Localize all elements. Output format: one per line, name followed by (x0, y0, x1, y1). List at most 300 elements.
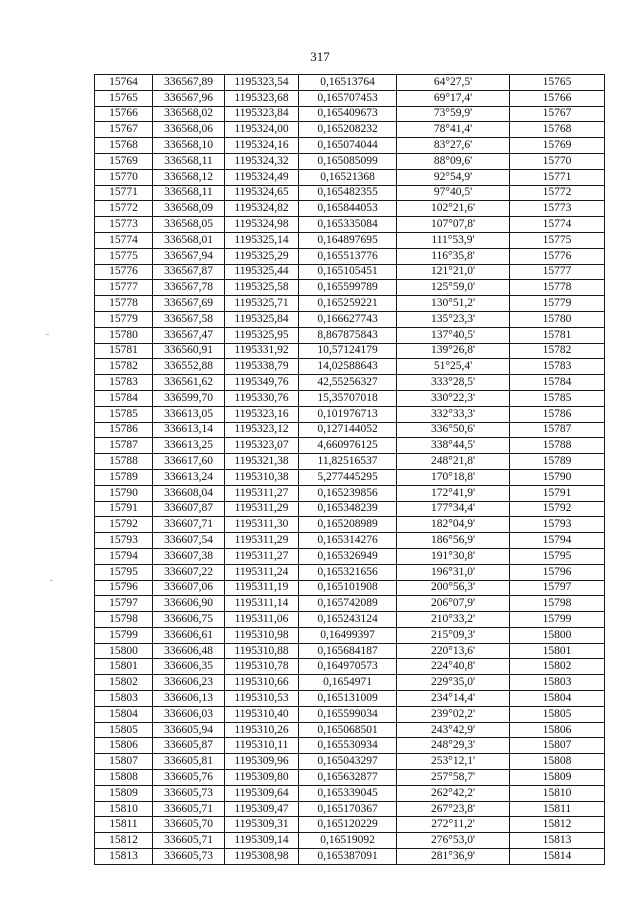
table-row (95, 675, 605, 691)
next-point-cell: 15771 (510, 169, 605, 185)
next-point-cell: 15775 (510, 232, 605, 248)
table-row (95, 248, 605, 264)
next-point-cell: 15787 (510, 422, 605, 438)
x-coordinate-cell: 336613,25 (153, 438, 225, 454)
distance-cell: 5,277445295 (299, 469, 397, 485)
point-number-cell: 15805 (95, 722, 153, 738)
y-coordinate-cell: 1195325,95 (225, 327, 299, 343)
x-coordinate-cell: 336567,87 (153, 264, 225, 280)
bearing-cell: 102°21,6' (397, 201, 510, 217)
y-coordinate-cell: 1195310,40 (225, 706, 299, 722)
y-coordinate-cell: 1195325,44 (225, 264, 299, 280)
next-point-cell: 15799 (510, 612, 605, 628)
bearing-cell: 78°41,4' (397, 122, 510, 138)
distance-cell: 42,55256327 (299, 375, 397, 391)
distance-cell: 0,165131009 (299, 691, 397, 707)
x-coordinate-cell: 336568,11 (153, 153, 225, 169)
point-number-cell: 15807 (95, 754, 153, 770)
distance-cell: 0,165599789 (299, 280, 397, 296)
table-row (95, 390, 605, 406)
table-row (95, 169, 605, 185)
y-coordinate-cell: 1195324,82 (225, 201, 299, 217)
next-point-cell: 15794 (510, 533, 605, 549)
bearing-cell: 330°22,3' (397, 390, 510, 406)
point-number-cell: 15803 (95, 691, 153, 707)
point-number-cell: 15785 (95, 406, 153, 422)
next-point-cell: 15772 (510, 185, 605, 201)
distance-cell: 0,165387091 (299, 849, 397, 865)
bearing-cell: 107°07,8' (397, 217, 510, 233)
bearing-cell: 210°33,2' (397, 612, 510, 628)
point-number-cell: 15777 (95, 280, 153, 296)
distance-cell: 0,165101908 (299, 580, 397, 596)
distance-cell: 0,165068501 (299, 722, 397, 738)
y-coordinate-cell: 1195349,76 (225, 375, 299, 391)
distance-cell: 11,82516537 (299, 454, 397, 470)
distance-cell: 0,165259221 (299, 296, 397, 312)
y-coordinate-cell: 1195331,92 (225, 343, 299, 359)
point-number-cell: 15790 (95, 485, 153, 501)
next-point-cell: 15796 (510, 564, 605, 580)
table-row (95, 785, 605, 801)
point-number-cell: 15810 (95, 801, 153, 817)
bearing-cell: 281°36,9' (397, 849, 510, 865)
bearing-cell: 125°59,0' (397, 280, 510, 296)
point-number-cell: 15801 (95, 659, 153, 675)
table-row (95, 438, 605, 454)
next-point-cell: 15789 (510, 454, 605, 470)
point-number-cell: 15799 (95, 627, 153, 643)
next-point-cell: 15765 (510, 75, 605, 91)
bearing-cell: 177°34,4' (397, 501, 510, 517)
point-number-cell: 15771 (95, 185, 153, 201)
table-row (95, 517, 605, 533)
bearing-cell: 229°35,0' (397, 675, 510, 691)
distance-cell: 0,165599034 (299, 706, 397, 722)
bearing-cell: 191°30,8' (397, 548, 510, 564)
point-number-cell: 15800 (95, 643, 153, 659)
point-number-cell: 15770 (95, 169, 153, 185)
y-coordinate-cell: 1195309,80 (225, 770, 299, 786)
x-coordinate-cell: 336599,70 (153, 390, 225, 406)
bearing-cell: 276°53,0' (397, 833, 510, 849)
y-coordinate-cell: 1195311,19 (225, 580, 299, 596)
table-row (95, 106, 605, 122)
table-row (95, 501, 605, 517)
bearing-cell: 224°40,8' (397, 659, 510, 675)
y-coordinate-cell: 1195324,00 (225, 122, 299, 138)
table-row (95, 596, 605, 612)
x-coordinate-cell: 336605,73 (153, 849, 225, 865)
x-coordinate-cell: 336605,70 (153, 817, 225, 833)
table-row (95, 454, 605, 470)
point-number-cell: 15802 (95, 675, 153, 691)
distance-cell: 8,867875843 (299, 327, 397, 343)
distance-cell: 0,164970573 (299, 659, 397, 675)
bearing-cell: 338°44,5' (397, 438, 510, 454)
next-point-cell: 15801 (510, 643, 605, 659)
x-coordinate-cell: 336568,06 (153, 122, 225, 138)
scan-artifact (46, 334, 49, 335)
x-coordinate-cell: 336608,04 (153, 485, 225, 501)
point-number-cell: 15795 (95, 564, 153, 580)
distance-cell: 0,165208232 (299, 122, 397, 138)
distance-cell: 4,660976125 (299, 438, 397, 454)
distance-cell: 0,165742089 (299, 596, 397, 612)
distance-cell: 0,165314276 (299, 533, 397, 549)
x-coordinate-cell: 336567,47 (153, 327, 225, 343)
y-coordinate-cell: 1195324,98 (225, 217, 299, 233)
bearing-cell: 116°35,8' (397, 248, 510, 264)
distance-cell: 0,164897695 (299, 232, 397, 248)
bearing-cell: 257°58,7' (397, 770, 510, 786)
table-row (95, 817, 605, 833)
table-row (95, 548, 605, 564)
point-number-cell: 15772 (95, 201, 153, 217)
next-point-cell: 15809 (510, 770, 605, 786)
y-coordinate-cell: 1195310,38 (225, 469, 299, 485)
next-point-cell: 15781 (510, 327, 605, 343)
table-row (95, 833, 605, 849)
x-coordinate-cell: 336605,76 (153, 770, 225, 786)
table-row (95, 185, 605, 201)
table-row (95, 264, 605, 280)
table-row (95, 801, 605, 817)
next-point-cell: 15791 (510, 485, 605, 501)
bearing-cell: 73°59,9' (397, 106, 510, 122)
next-point-cell: 15807 (510, 738, 605, 754)
x-coordinate-cell: 336607,38 (153, 548, 225, 564)
x-coordinate-cell: 336613,14 (153, 422, 225, 438)
next-point-cell: 15811 (510, 801, 605, 817)
x-coordinate-cell: 336606,13 (153, 691, 225, 707)
point-number-cell: 15765 (95, 90, 153, 106)
distance-cell: 0,165409673 (299, 106, 397, 122)
table-row (95, 659, 605, 675)
next-point-cell: 15780 (510, 311, 605, 327)
bearing-cell: 333°28,5' (397, 375, 510, 391)
x-coordinate-cell: 336606,35 (153, 659, 225, 675)
next-point-cell: 15766 (510, 90, 605, 106)
point-number-cell: 15793 (95, 533, 153, 549)
distance-cell: 0,101976713 (299, 406, 397, 422)
y-coordinate-cell: 1195323,54 (225, 75, 299, 91)
bearing-cell: 182°04,9' (397, 517, 510, 533)
scan-artifact (50, 580, 53, 581)
bearing-cell: 64°27,5' (397, 75, 510, 91)
next-point-cell: 15782 (510, 343, 605, 359)
next-point-cell: 15783 (510, 359, 605, 375)
table-row (95, 359, 605, 375)
x-coordinate-cell: 336567,58 (153, 311, 225, 327)
next-point-cell: 15795 (510, 548, 605, 564)
y-coordinate-cell: 1195324,16 (225, 138, 299, 154)
next-point-cell: 15788 (510, 438, 605, 454)
x-coordinate-cell: 336568,05 (153, 217, 225, 233)
next-point-cell: 15779 (510, 296, 605, 312)
table-row (95, 580, 605, 596)
x-coordinate-cell: 336606,23 (153, 675, 225, 691)
next-point-cell: 15813 (510, 833, 605, 849)
distance-cell: 10,57124179 (299, 343, 397, 359)
bearing-cell: 215°09,3' (397, 627, 510, 643)
distance-cell: 0,166627743 (299, 311, 397, 327)
bearing-cell: 172°41,9' (397, 485, 510, 501)
x-coordinate-cell: 336567,69 (153, 296, 225, 312)
table-row (95, 422, 605, 438)
point-number-cell: 15781 (95, 343, 153, 359)
distance-cell: 0,165335084 (299, 217, 397, 233)
table-row (95, 627, 605, 643)
next-point-cell: 15786 (510, 406, 605, 422)
distance-cell: 14,02588643 (299, 359, 397, 375)
distance-cell: 0,165684187 (299, 643, 397, 659)
distance-cell: 0,165348239 (299, 501, 397, 517)
point-number-cell: 15773 (95, 217, 153, 233)
x-coordinate-cell: 336613,24 (153, 469, 225, 485)
y-coordinate-cell: 1195309,96 (225, 754, 299, 770)
distance-cell: 0,16499397 (299, 627, 397, 643)
table-row (95, 754, 605, 770)
bearing-cell: 137°40,5' (397, 327, 510, 343)
distance-cell: 0,165530934 (299, 738, 397, 754)
y-coordinate-cell: 1195311,06 (225, 612, 299, 628)
table-row (95, 406, 605, 422)
point-number-cell: 15780 (95, 327, 153, 343)
distance-cell: 0,16519092 (299, 833, 397, 849)
point-number-cell: 15774 (95, 232, 153, 248)
table-row (95, 153, 605, 169)
y-coordinate-cell: 1195325,58 (225, 280, 299, 296)
distance-cell: 0,165120229 (299, 817, 397, 833)
next-point-cell: 15773 (510, 201, 605, 217)
distance-cell: 0,127144052 (299, 422, 397, 438)
x-coordinate-cell: 336606,61 (153, 627, 225, 643)
x-coordinate-cell: 336606,75 (153, 612, 225, 628)
distance-cell: 0,165239856 (299, 485, 397, 501)
y-coordinate-cell: 1195309,64 (225, 785, 299, 801)
x-coordinate-cell: 336613,05 (153, 406, 225, 422)
x-coordinate-cell: 336567,96 (153, 90, 225, 106)
table-row (95, 738, 605, 754)
y-coordinate-cell: 1195323,16 (225, 406, 299, 422)
y-coordinate-cell: 1195311,27 (225, 485, 299, 501)
x-coordinate-cell: 336606,90 (153, 596, 225, 612)
table-row (95, 327, 605, 343)
next-point-cell: 15769 (510, 138, 605, 154)
y-coordinate-cell: 1195309,47 (225, 801, 299, 817)
y-coordinate-cell: 1195311,30 (225, 517, 299, 533)
table-row (95, 469, 605, 485)
bearing-cell: 267°23,8' (397, 801, 510, 817)
point-number-cell: 15791 (95, 501, 153, 517)
bearing-cell: 111°53,9' (397, 232, 510, 248)
next-point-cell: 15774 (510, 217, 605, 233)
point-number-cell: 15779 (95, 311, 153, 327)
next-point-cell: 15805 (510, 706, 605, 722)
y-coordinate-cell: 1195310,11 (225, 738, 299, 754)
distance-cell: 0,165339045 (299, 785, 397, 801)
y-coordinate-cell: 1195323,68 (225, 90, 299, 106)
bearing-cell: 170°18,8' (397, 469, 510, 485)
point-number-cell: 15778 (95, 296, 153, 312)
table-row (95, 691, 605, 707)
point-number-cell: 15769 (95, 153, 153, 169)
point-number-cell: 15776 (95, 264, 153, 280)
distance-cell: 0,165170367 (299, 801, 397, 817)
x-coordinate-cell: 336607,22 (153, 564, 225, 580)
distance-cell: 0,165243124 (299, 612, 397, 628)
bearing-cell: 332°33,3' (397, 406, 510, 422)
distance-cell: 0,165074044 (299, 138, 397, 154)
bearing-cell: 88°09,6' (397, 153, 510, 169)
x-coordinate-cell: 336605,71 (153, 833, 225, 849)
bearing-cell: 83°27,6' (397, 138, 510, 154)
table-row (95, 296, 605, 312)
y-coordinate-cell: 1195323,84 (225, 106, 299, 122)
point-number-cell: 15797 (95, 596, 153, 612)
page-number: 317 (310, 49, 330, 64)
next-point-cell: 15812 (510, 817, 605, 833)
y-coordinate-cell: 1195325,84 (225, 311, 299, 327)
point-number-cell: 15775 (95, 248, 153, 264)
bearing-cell: 139°26,8' (397, 343, 510, 359)
y-coordinate-cell: 1195325,14 (225, 232, 299, 248)
y-coordinate-cell: 1195338,79 (225, 359, 299, 375)
y-coordinate-cell: 1195309,14 (225, 833, 299, 849)
distance-cell: 0,165482355 (299, 185, 397, 201)
y-coordinate-cell: 1195323,07 (225, 438, 299, 454)
table-row (95, 75, 605, 91)
point-number-cell: 15813 (95, 849, 153, 865)
distance-cell: 0,165632877 (299, 770, 397, 786)
x-coordinate-cell: 336605,87 (153, 738, 225, 754)
x-coordinate-cell: 336561,62 (153, 375, 225, 391)
next-point-cell: 15785 (510, 390, 605, 406)
x-coordinate-cell: 336605,81 (153, 754, 225, 770)
x-coordinate-cell: 336607,06 (153, 580, 225, 596)
y-coordinate-cell: 1195321,38 (225, 454, 299, 470)
point-number-cell: 15811 (95, 817, 153, 833)
point-number-cell: 15787 (95, 438, 153, 454)
point-number-cell: 15766 (95, 106, 153, 122)
distance-cell: 0,16513764 (299, 75, 397, 91)
table-row (95, 485, 605, 501)
table-row (95, 311, 605, 327)
table-row (95, 201, 605, 217)
next-point-cell: 15776 (510, 248, 605, 264)
next-point-cell: 15810 (510, 785, 605, 801)
bearing-cell: 336°50,6' (397, 422, 510, 438)
distance-cell: 0,165043297 (299, 754, 397, 770)
point-number-cell: 15806 (95, 738, 153, 754)
next-point-cell: 15793 (510, 517, 605, 533)
bearing-cell: 69°17,4' (397, 90, 510, 106)
table-row (95, 564, 605, 580)
point-number-cell: 15786 (95, 422, 153, 438)
bearing-cell: 220°13,6' (397, 643, 510, 659)
point-number-cell: 15794 (95, 548, 153, 564)
y-coordinate-cell: 1195311,29 (225, 533, 299, 549)
y-coordinate-cell: 1195310,98 (225, 627, 299, 643)
bearing-cell: 130°51,2' (397, 296, 510, 312)
bearing-cell: 272°11,2' (397, 817, 510, 833)
table-row (95, 706, 605, 722)
y-coordinate-cell: 1195308,98 (225, 849, 299, 865)
x-coordinate-cell: 336568,02 (153, 106, 225, 122)
distance-cell: 0,1654971 (299, 675, 397, 691)
table-row (95, 343, 605, 359)
point-number-cell: 15768 (95, 138, 153, 154)
next-point-cell: 15802 (510, 659, 605, 675)
distance-cell: 0,16521368 (299, 169, 397, 185)
x-coordinate-cell: 336605,94 (153, 722, 225, 738)
bearing-cell: 92°54,9' (397, 169, 510, 185)
distance-cell: 0,165513776 (299, 248, 397, 264)
table-row (95, 533, 605, 549)
bearing-cell: 239°02,2' (397, 706, 510, 722)
distance-cell: 0,165085099 (299, 153, 397, 169)
y-coordinate-cell: 1195311,14 (225, 596, 299, 612)
point-number-cell: 15796 (95, 580, 153, 596)
x-coordinate-cell: 336568,12 (153, 169, 225, 185)
x-coordinate-cell: 336552,88 (153, 359, 225, 375)
distance-cell: 0,165326949 (299, 548, 397, 564)
x-coordinate-cell: 336607,54 (153, 533, 225, 549)
y-coordinate-cell: 1195311,24 (225, 564, 299, 580)
table-row (95, 612, 605, 628)
point-number-cell: 15789 (95, 469, 153, 485)
next-point-cell: 15792 (510, 501, 605, 517)
bearing-cell: 262°42,2' (397, 785, 510, 801)
y-coordinate-cell: 1195325,29 (225, 248, 299, 264)
x-coordinate-cell: 336607,87 (153, 501, 225, 517)
next-point-cell: 15777 (510, 264, 605, 280)
x-coordinate-cell: 336567,89 (153, 75, 225, 91)
next-point-cell: 15808 (510, 754, 605, 770)
y-coordinate-cell: 1195310,78 (225, 659, 299, 675)
coordinates-table (94, 74, 605, 865)
table-row (95, 90, 605, 106)
x-coordinate-cell: 336607,71 (153, 517, 225, 533)
point-number-cell: 15764 (95, 75, 153, 91)
bearing-cell: 51°25,4' (397, 359, 510, 375)
distance-cell: 0,165105451 (299, 264, 397, 280)
table-row (95, 770, 605, 786)
y-coordinate-cell: 1195324,49 (225, 169, 299, 185)
next-point-cell: 15768 (510, 122, 605, 138)
point-number-cell: 15782 (95, 359, 153, 375)
point-number-cell: 15808 (95, 770, 153, 786)
next-point-cell: 15803 (510, 675, 605, 691)
point-number-cell: 15783 (95, 375, 153, 391)
distance-cell: 0,165707453 (299, 90, 397, 106)
x-coordinate-cell: 336560,91 (153, 343, 225, 359)
table-row (95, 849, 605, 865)
distance-cell: 0,165321656 (299, 564, 397, 580)
y-coordinate-cell: 1195309,31 (225, 817, 299, 833)
table-row (95, 122, 605, 138)
y-coordinate-cell: 1195310,26 (225, 722, 299, 738)
y-coordinate-cell: 1195310,53 (225, 691, 299, 707)
bearing-cell: 248°29,3' (397, 738, 510, 754)
bearing-cell: 186°56,9' (397, 533, 510, 549)
x-coordinate-cell: 336568,11 (153, 185, 225, 201)
x-coordinate-cell: 336617,60 (153, 454, 225, 470)
x-coordinate-cell: 336606,48 (153, 643, 225, 659)
x-coordinate-cell: 336567,78 (153, 280, 225, 296)
next-point-cell: 15784 (510, 375, 605, 391)
